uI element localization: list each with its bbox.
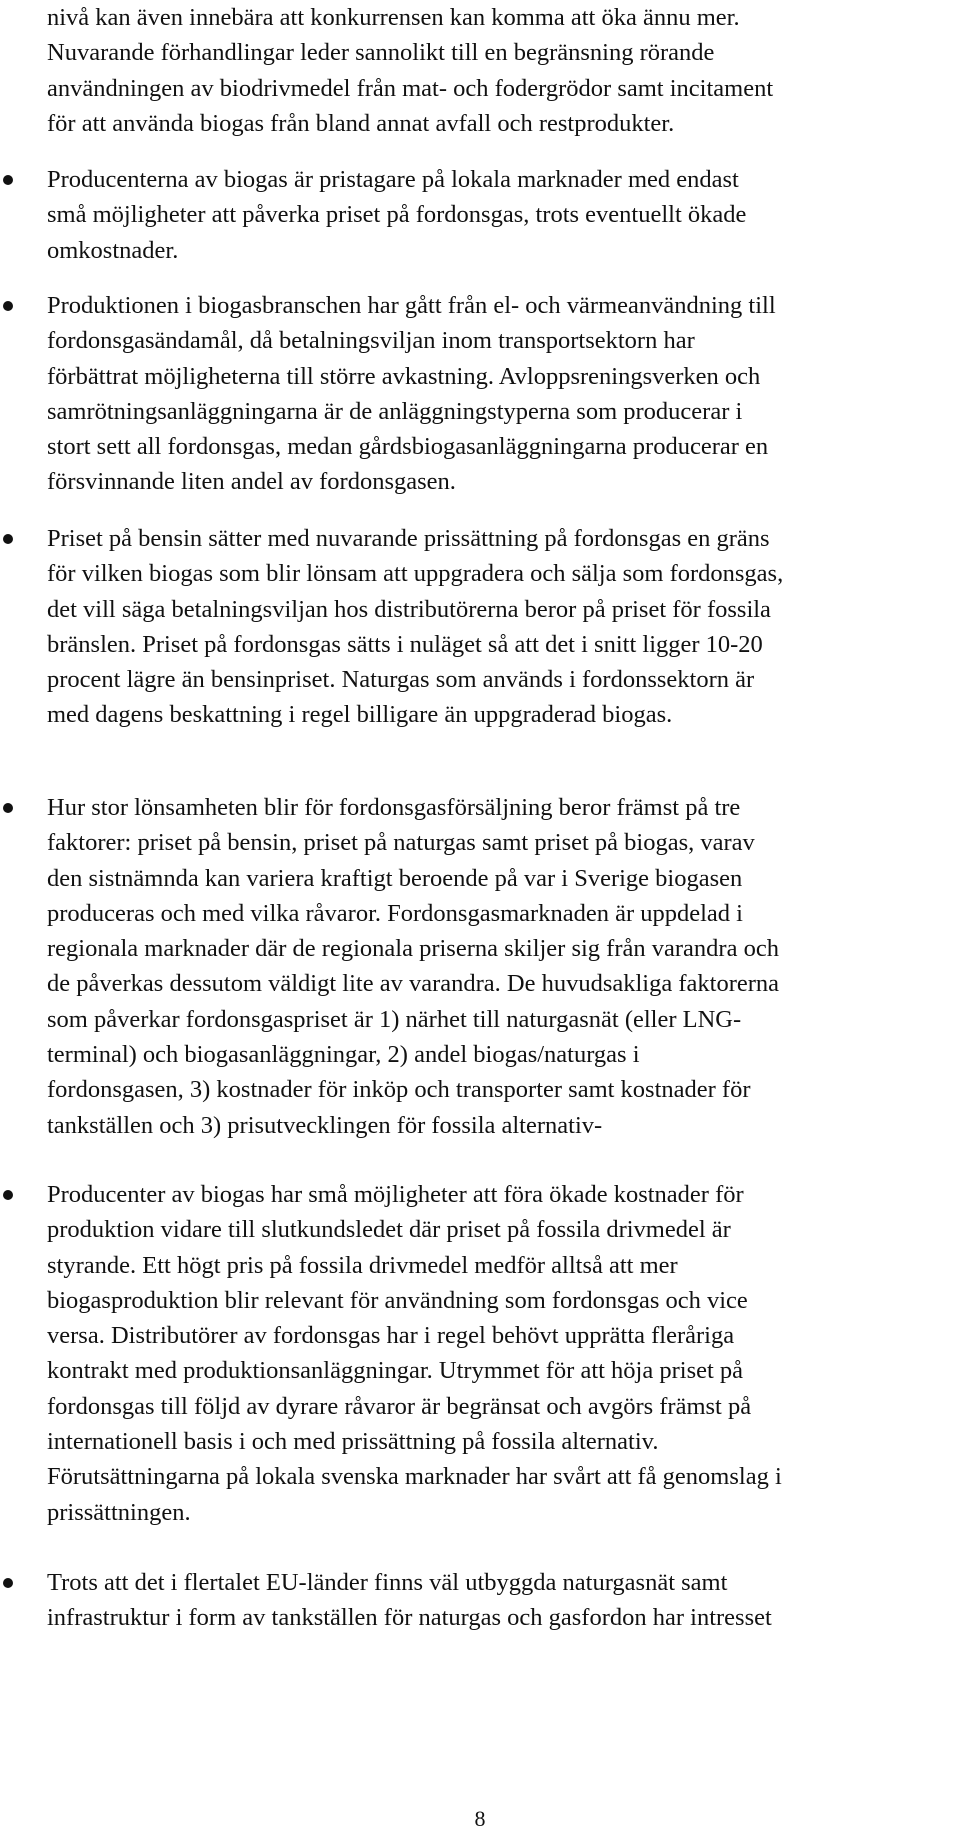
- text-line: prissättningen.: [47, 1498, 191, 1526]
- text-line: för att använda biogas från bland annat avfall och restprodukter.: [47, 109, 675, 137]
- text-line: de påverkas dessutom väldigt lite av varandra. De huvudsakliga faktorerna: [47, 970, 780, 998]
- text-line: bränslen. Priset på fordonsgas sätts i nuläget så att det i snitt ligger 10-20: [47, 630, 763, 658]
- text-line: användningen av biodrivmedel från mat- och fodergrödor samt incitament: [47, 74, 774, 102]
- text-line: Producenter av biogas har små möjligheter att föra ökade kostnader för: [47, 1181, 744, 1208]
- text-line: biogasproduktion blir relevant för användning som fordonsgas och vice: [47, 1286, 748, 1314]
- text-line: tankställen och 3) prisutvecklingen för fossila alternativ-: [47, 1111, 603, 1139]
- bullet-icon: [3, 803, 13, 813]
- bullet-icon: [3, 1578, 13, 1588]
- text-line: internationell basis i och med prissättning på fossila alternativ.: [47, 1428, 659, 1456]
- text-line: Priset på bensin sätter med nuvarande prissättning på fordonsgas en gräns: [47, 525, 770, 552]
- text-line: produktion vidare till slutkundsledet där priset på fossila drivmedel är: [47, 1216, 731, 1244]
- bullet-icon: [3, 175, 13, 185]
- text-line: samrötningsanläggningarna är de anläggningstyperna som producerar i: [47, 397, 743, 425]
- text-line: med dagens beskattning i regel billigare än uppgraderad biogas.: [47, 701, 673, 729]
- text-line: terminal) och biogasanläggningar, 2) andel biogas/naturgas i: [47, 1041, 640, 1069]
- bullet-paragraph-2: [47, 288, 957, 500]
- text-line: små möjligheter att påverka priset på fordonsgas, trots eventuellt ökade: [47, 201, 747, 229]
- text-line: regionala marknader där de regionala priserna skiljer sig från varandra och: [47, 935, 779, 963]
- text-line: för vilken biogas som blir lönsam att uppgradera och sälja som fordonsgas,: [47, 560, 784, 588]
- text-line: Hur stor lönsamheten blir för fordonsgasförsäljning beror främst på tre: [47, 794, 741, 821]
- text-line: nivå kan även innebära att konkurrensen kan komma att öka ännu mer.: [47, 4, 740, 31]
- text-line: omkostnader.: [47, 236, 179, 264]
- text-line: fordonsgas till följd av dyrare råvaror är begränsat och avgörs främst på: [47, 1392, 752, 1420]
- bullet-icon: [3, 301, 13, 311]
- text-line: produceras och med vilka råvaror. Fordonsgasmarknaden är uppdelad i: [47, 899, 743, 927]
- bullet-paragraph-1: [47, 162, 957, 268]
- text-line: fordonsgasändamål, då betalningsviljan inom transportsektorn har: [47, 327, 695, 355]
- text-line: den sistnämnda kan variera kraftigt beroende på var i Sverige biogasen: [47, 864, 743, 892]
- text-line: versa. Distributörer av fordonsgas har i regel behövt upprätta fleråriga: [47, 1322, 735, 1350]
- bullet-paragraph-5: [47, 1177, 957, 1530]
- page-number: 8: [474, 1806, 486, 1831]
- bullet-paragraph-4: [47, 790, 957, 1143]
- continuation-paragraph: [47, 0, 957, 141]
- text-line: fordonsgasen, 3) kostnader för inköp och transporter samt kostnader för: [47, 1076, 751, 1104]
- text-line: stort sett all fordonsgas, medan gårdsbiogasanläggningarna producerar en: [47, 433, 769, 461]
- bullet-paragraph-6: [47, 1565, 957, 1636]
- bullet-paragraph-3: [47, 521, 957, 733]
- text-line: Trots att det i flertalet EU-länder finns väl utbyggda naturgasnät samt: [47, 1569, 728, 1596]
- text-line: styrande. Ett högt pris på fossila drivmedel medför alltså att mer: [47, 1251, 678, 1279]
- text-line: faktorer: priset på bensin, priset på naturgas samt priset på biogas, varav: [47, 829, 755, 857]
- bullet-icon: [3, 534, 13, 544]
- text-line: procent lägre än bensinpriset. Naturgas som används i fordonssektorn är: [47, 666, 755, 694]
- text-line: försvinnande liten andel av fordonsgasen.: [47, 468, 456, 496]
- text-line: Nuvarande förhandlingar leder sannolikt till en begränsning rörande: [47, 39, 715, 67]
- text-line: förbättrat möjligheterna till större avkastning. Avloppsreningsverken och: [47, 362, 761, 390]
- text-line: det vill säga betalningsviljan hos distributörerna beror på priset för fossila: [47, 595, 771, 623]
- bullet-icon: [3, 1190, 13, 1200]
- text-line: Produktionen i biogasbranschen har gått från el- och värmeanvändning till: [47, 292, 776, 319]
- text-line: kontrakt med produktionsanläggningar. Utrymmet för att höja priset på: [47, 1357, 744, 1385]
- text-line: som påverkar fordonsgaspriset är 1) närhet till naturgasnät (eller LNG-: [47, 1005, 742, 1033]
- text-line: Producenterna av biogas är pristagare på lokala marknader med endast: [47, 166, 739, 193]
- text-line: infrastruktur i form av tankställen för naturgas och gasfordon har intresset: [47, 1604, 772, 1632]
- text-line: Förutsättningarna på lokala svenska marknader har svårt att få genomslag i: [47, 1463, 782, 1491]
